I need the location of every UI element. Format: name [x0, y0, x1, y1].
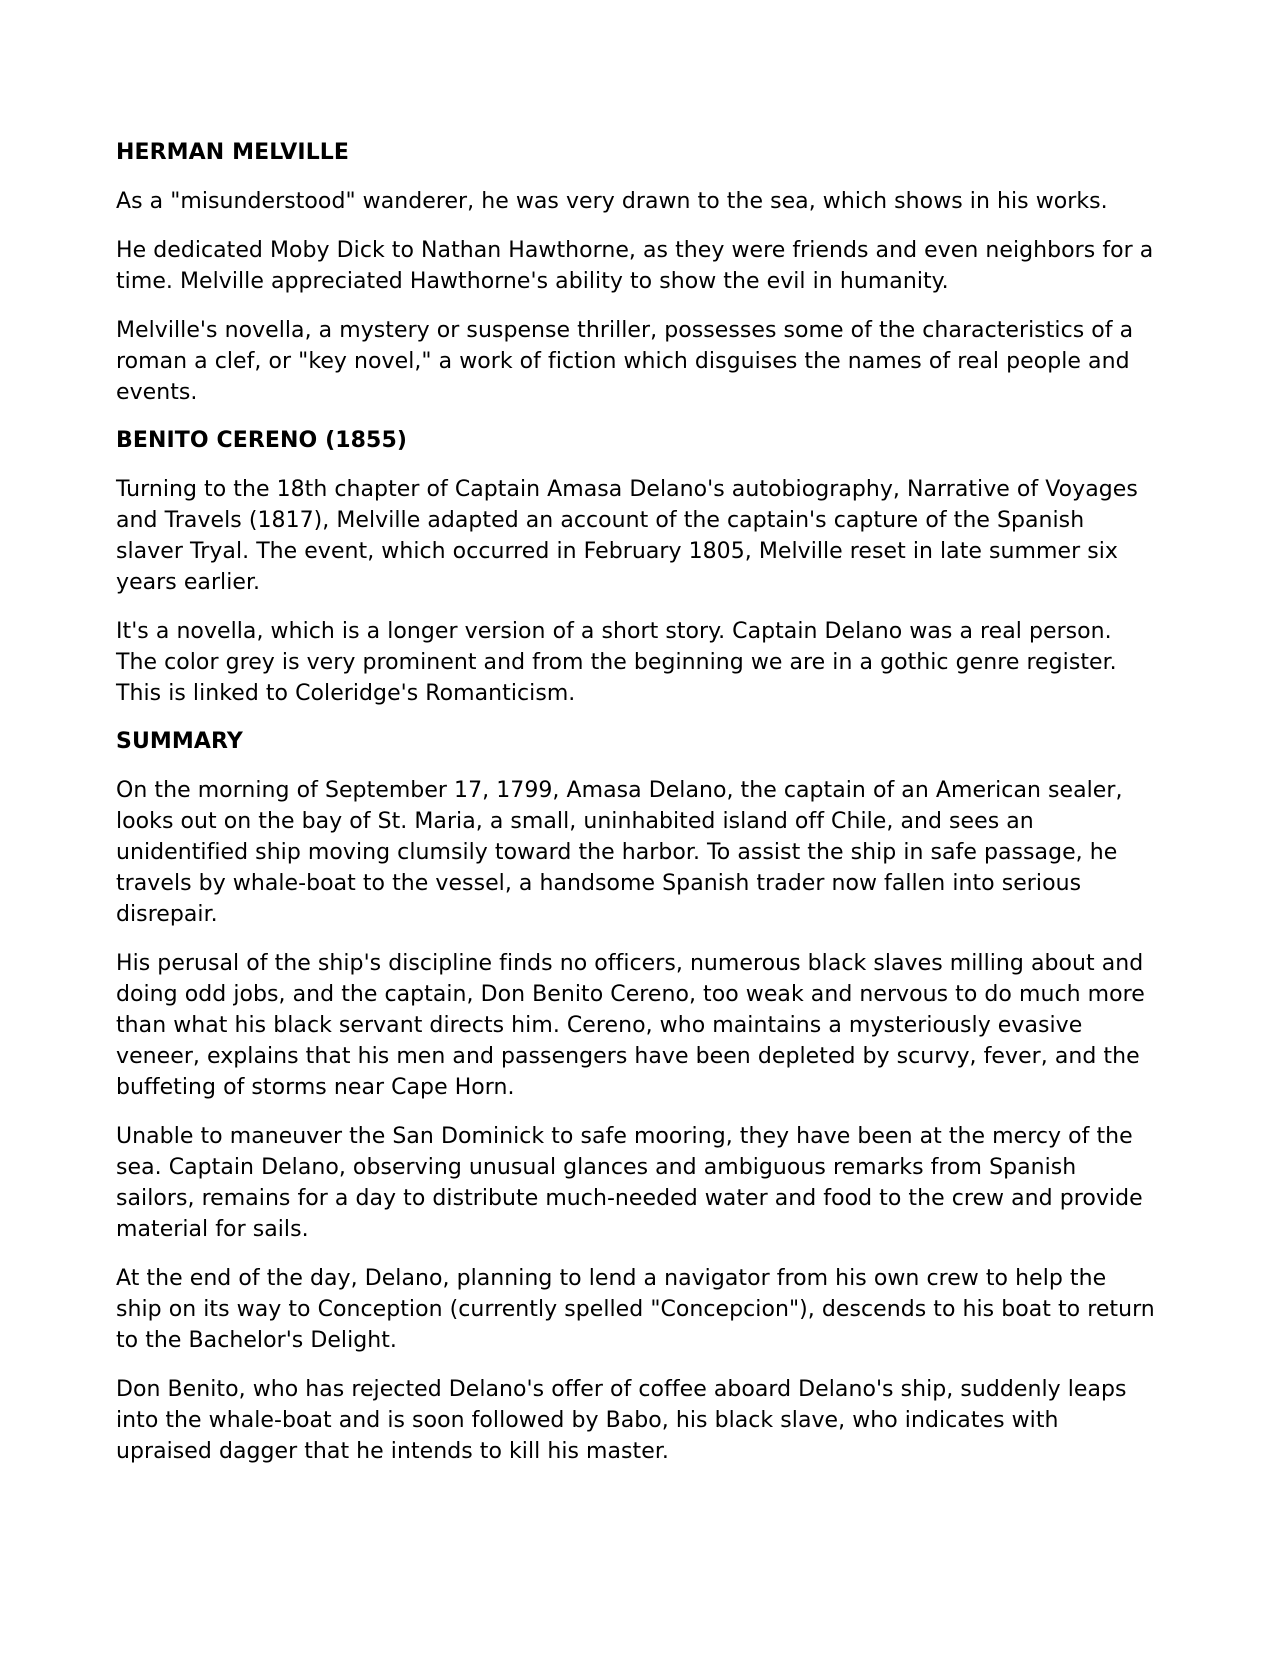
- document-page: [116, 138, 1156, 1485]
- section-heading: BENITO CERENO (1855): [116, 428, 408, 453]
- paragraph: Unable to maneuver the San Dominick to safe mooring, they have been at the mercy of the sea. Captain Delano, observing unusual glances and ambiguous remarks from Spanish sailors, remains for a day to distribute much-needed water and food to the crew and provide material for sails.: [116, 1124, 1143, 1242]
- paragraph: As a "misunderstood" wanderer, he was very drawn to the sea, which shows in his works.: [116, 189, 1108, 214]
- section-summary: [116, 727, 1156, 1467]
- paragraph: It's a novella, which is a longer version of a short story. Captain Delano was a real person. The color grey is very prominent and from the beginning we are in a gothic genre register. This is linked to Coleridge's Romanticism.: [116, 619, 1117, 706]
- paragraph: His perusal of the ship's discipline finds no officers, numerous black slaves milling about and doing odd jobs, and the captain, Don Benito Cereno, too weak and nervous to do much more than what his black servant directs him. Cereno, who maintains a mysteriously evasive veneer, explains that his men and passengers have been depleted by scurvy, fever, and the buffeting of storms near Cape Horn.: [116, 951, 1145, 1100]
- paragraph: Melville's novella, a mystery or suspense thriller, possesses some of the characteristics of a roman a clef, or "key novel," a work of fiction which disguises the names of real people and events.: [116, 318, 1134, 405]
- paragraph: Turning to the 18th chapter of Captain Amasa Delano's autobiography, Narrative of Voyages and Travels (1817), Melville adapted an account of the captain's capture of the Spanish slaver Tryal. The event, which occurred in February 1805, Melville reset in late summer six years earlier.: [116, 477, 1138, 595]
- paragraph: On the morning of September 17, 1799, Amasa Delano, the captain of an American sealer, looks out on the bay of St. Maria, a small, uninhabited island off Chile, and sees an unidentified ship moving clumsily toward the harbor. To assist the ship in safe passage, he travels by whale-boat to the vessel, a handsome Spanish trader now fallen into serious disrepair.: [116, 778, 1123, 927]
- section-heading: HERMAN MELVILLE: [116, 140, 350, 165]
- section-heading: SUMMARY: [116, 729, 243, 754]
- section-herman-melville: [116, 138, 1156, 408]
- paragraph: He dedicated Moby Dick to Nathan Hawthorne, as they were friends and even neighbors for a time. Melville appreciated Hawthorne's ability to show the evil in humanity.: [116, 238, 1154, 294]
- paragraph: At the end of the day, Delano, planning to lend a navigator from his own crew to help the ship on its way to Conception (currently spelled "Concepcion"), descends to his boat to return to the Bachelor's Delight.: [116, 1266, 1155, 1353]
- section-benito-cereno: [116, 426, 1156, 709]
- paragraph: Don Benito, who has rejected Delano's offer of coffee aboard Delano's ship, suddenly leaps into the whale-boat and is soon followed by Babo, his black slave, who indicates with upraised dagger that he intends to kill his master.: [116, 1377, 1127, 1464]
